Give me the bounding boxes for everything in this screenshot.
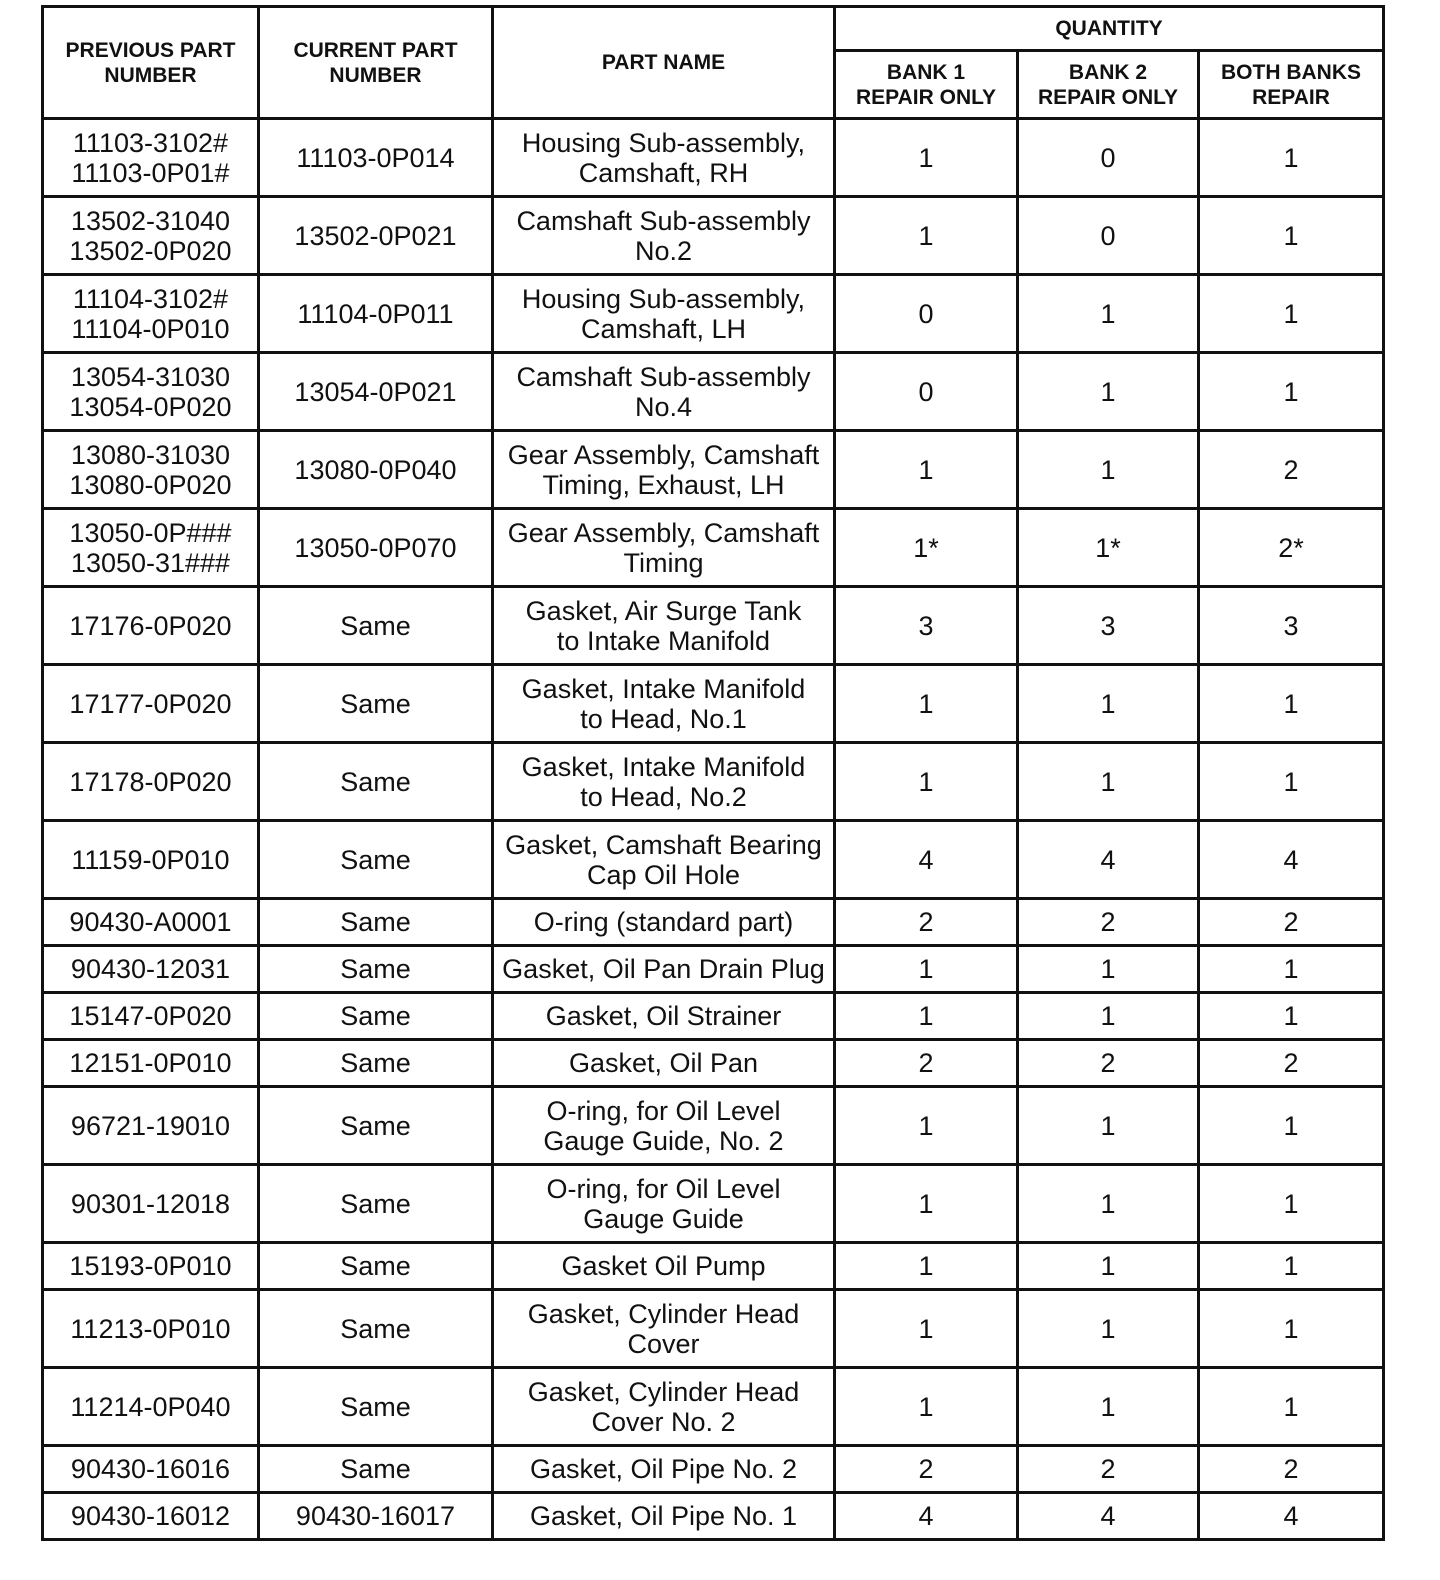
both-banks-quantity-cell: 2* [1199,509,1384,587]
part-name-cell: Gasket, Camshaft Bearing Cap Oil Hole [493,821,835,899]
table-row [43,743,1384,821]
bank2-quantity-cell: 1 [1018,353,1199,431]
both-banks-quantity-cell: 1 [1199,1368,1384,1446]
part-name-cell: Camshaft Sub-assembly No.2 [493,197,835,275]
bank1-quantity-cell: 1 [835,1165,1018,1243]
current-part-number-cell: 13054-0P021 [259,353,493,431]
previous-part-number-cell: 17177-0P020 [43,665,259,743]
table-row [43,1290,1384,1368]
bank2-quantity-cell: 3 [1018,587,1199,665]
bank2-quantity-cell: 0 [1018,197,1199,275]
previous-part-number-cell: 15147-0P020 [43,993,259,1040]
bank2-quantity-cell: 1 [1018,1165,1199,1243]
bank2-quantity-cell: 1 [1018,1368,1199,1446]
previous-part-number-cell: 11159-0P010 [43,821,259,899]
bank1-quantity-cell: 4 [835,821,1018,899]
both-banks-quantity-cell: 2 [1199,431,1384,509]
previous-part-number-cell: 96721-19010 [43,1087,259,1165]
bank1-quantity-cell: 1 [835,993,1018,1040]
part-name-cell: Housing Sub-assembly, Camshaft, LH [493,275,835,353]
header-both-banks-repair: BOTH BANKS REPAIR [1199,51,1384,119]
current-part-number-cell: 13080-0P040 [259,431,493,509]
bank2-quantity-cell: 1 [1018,743,1199,821]
both-banks-quantity-cell: 4 [1199,1493,1384,1540]
current-part-number-cell: 90430-16017 [259,1493,493,1540]
bank1-quantity-cell: 2 [835,899,1018,946]
table-row [43,509,1384,587]
current-part-number-cell: 11104-0P011 [259,275,493,353]
part-name-cell: Gear Assembly, Camshaft Timing, Exhaust, LH [493,431,835,509]
current-part-number-cell: 11103-0P014 [259,119,493,197]
previous-part-number-cell: 90301-12018 [43,1165,259,1243]
current-part-number-cell: Same [259,665,493,743]
bank2-quantity-cell: 2 [1018,1040,1199,1087]
both-banks-quantity-cell: 2 [1199,1040,1384,1087]
header-bank2-repair-only: BANK 2 REPAIR ONLY [1018,51,1199,119]
current-part-number-cell: Same [259,1290,493,1368]
current-part-number-cell: Same [259,743,493,821]
header-bank1-repair-only: BANK 1 REPAIR ONLY [835,51,1018,119]
header-current-part-number: CURRENT PART NUMBER [259,7,493,119]
both-banks-quantity-cell: 1 [1199,353,1384,431]
previous-part-number-cell: 17176-0P020 [43,587,259,665]
part-name-cell: Gasket, Intake Manifold to Head, No.2 [493,743,835,821]
table-row [43,1493,1384,1540]
both-banks-quantity-cell: 1 [1199,993,1384,1040]
both-banks-quantity-cell: 1 [1199,946,1384,993]
part-name-cell: Gasket, Oil Pipe No. 1 [493,1493,835,1540]
current-part-number-cell: Same [259,1446,493,1493]
bank2-quantity-cell: 1 [1018,946,1199,993]
table-row [43,353,1384,431]
previous-part-number-cell: 13080-31030 13080-0P020 [43,431,259,509]
table-row [43,1040,1384,1087]
both-banks-quantity-cell: 1 [1199,275,1384,353]
table-row [43,275,1384,353]
header-part-name: PART NAME [493,7,835,119]
previous-part-number-cell: 90430-16016 [43,1446,259,1493]
both-banks-quantity-cell: 1 [1199,1243,1384,1290]
previous-part-number-cell: 13502-31040 13502-0P020 [43,197,259,275]
bank1-quantity-cell: 1 [835,946,1018,993]
bank1-quantity-cell: 1* [835,509,1018,587]
part-name-cell: Camshaft Sub-assembly No.4 [493,353,835,431]
part-name-cell: Gasket, Oil Strainer [493,993,835,1040]
table-row [43,993,1384,1040]
bank1-quantity-cell: 1 [835,431,1018,509]
bank2-quantity-cell: 1 [1018,1243,1199,1290]
part-name-cell: Gasket, Oil Pan [493,1040,835,1087]
previous-part-number-cell: 17178-0P020 [43,743,259,821]
current-part-number-cell: Same [259,1087,493,1165]
part-name-cell: Gasket, Cylinder Head Cover No. 2 [493,1368,835,1446]
both-banks-quantity-cell: 2 [1199,899,1384,946]
bank2-quantity-cell: 0 [1018,119,1199,197]
previous-part-number-cell: 90430-16012 [43,1493,259,1540]
current-part-number-cell: Same [259,1165,493,1243]
bank1-quantity-cell: 1 [835,1290,1018,1368]
both-banks-quantity-cell: 4 [1199,821,1384,899]
bank1-quantity-cell: 1 [835,665,1018,743]
part-name-cell: Gasket, Oil Pan Drain Plug [493,946,835,993]
table-row [43,899,1384,946]
part-name-cell: Gasket, Oil Pipe No. 2 [493,1446,835,1493]
bank1-quantity-cell: 0 [835,275,1018,353]
table-row [43,1446,1384,1493]
bank2-quantity-cell: 1 [1018,665,1199,743]
previous-part-number-cell: 90430-12031 [43,946,259,993]
table-row [43,946,1384,993]
bank2-quantity-cell: 1 [1018,275,1199,353]
bank2-quantity-cell: 4 [1018,1493,1199,1540]
both-banks-quantity-cell: 2 [1199,1446,1384,1493]
both-banks-quantity-cell: 1 [1199,665,1384,743]
previous-part-number-cell: 11104-3102# 11104-0P010 [43,275,259,353]
bank1-quantity-cell: 1 [835,1368,1018,1446]
current-part-number-cell: Same [259,993,493,1040]
current-part-number-cell: Same [259,821,493,899]
table-row [43,821,1384,899]
previous-part-number-cell: 11103-3102# 11103-0P01# [43,119,259,197]
part-name-cell: Housing Sub-assembly, Camshaft, RH [493,119,835,197]
part-name-cell: Gear Assembly, Camshaft Timing [493,509,835,587]
current-part-number-cell: Same [259,946,493,993]
both-banks-quantity-cell: 1 [1199,197,1384,275]
part-name-cell: O-ring, for Oil Level Gauge Guide [493,1165,835,1243]
bank2-quantity-cell: 2 [1018,899,1199,946]
bank1-quantity-cell: 2 [835,1040,1018,1087]
header-previous-part-number: PREVIOUS PART NUMBER [43,7,259,119]
previous-part-number-cell: 90430-A0001 [43,899,259,946]
bank1-quantity-cell: 1 [835,1087,1018,1165]
part-name-cell: Gasket, Cylinder Head Cover [493,1290,835,1368]
both-banks-quantity-cell: 1 [1199,1087,1384,1165]
bank2-quantity-cell: 1 [1018,993,1199,1040]
bank1-quantity-cell: 1 [835,197,1018,275]
header-quantity: QUANTITY [835,7,1384,51]
part-name-cell: O-ring (standard part) [493,899,835,946]
both-banks-quantity-cell: 1 [1199,1290,1384,1368]
part-name-cell: Gasket, Intake Manifold to Head, No.1 [493,665,835,743]
current-part-number-cell: 13502-0P021 [259,197,493,275]
previous-part-number-cell: 12151-0P010 [43,1040,259,1087]
bank1-quantity-cell: 2 [835,1446,1018,1493]
current-part-number-cell: Same [259,587,493,665]
part-name-cell: Gasket Oil Pump [493,1243,835,1290]
table-row [43,1243,1384,1290]
bank1-quantity-cell: 4 [835,1493,1018,1540]
parts-table [41,5,1385,1541]
part-name-cell: Gasket, Air Surge Tank to Intake Manifold [493,587,835,665]
table-row [43,1165,1384,1243]
table-row [43,431,1384,509]
bank1-quantity-cell: 1 [835,1243,1018,1290]
table-row [43,119,1384,197]
current-part-number-cell: Same [259,1040,493,1087]
current-part-number-cell: Same [259,1368,493,1446]
bank1-quantity-cell: 0 [835,353,1018,431]
bank2-quantity-cell: 1 [1018,1290,1199,1368]
previous-part-number-cell: 13054-31030 13054-0P020 [43,353,259,431]
bank1-quantity-cell: 1 [835,743,1018,821]
previous-part-number-cell: 15193-0P010 [43,1243,259,1290]
bank2-quantity-cell: 4 [1018,821,1199,899]
table-body [43,119,1384,1540]
part-name-cell: O-ring, for Oil Level Gauge Guide, No. 2 [493,1087,835,1165]
table-row [43,665,1384,743]
table-row [43,197,1384,275]
bank2-quantity-cell: 1* [1018,509,1199,587]
previous-part-number-cell: 13050-0P### 13050-31### [43,509,259,587]
both-banks-quantity-cell: 1 [1199,1165,1384,1243]
both-banks-quantity-cell: 3 [1199,587,1384,665]
current-part-number-cell: Same [259,1243,493,1290]
bank2-quantity-cell: 1 [1018,1087,1199,1165]
bank1-quantity-cell: 3 [835,587,1018,665]
current-part-number-cell: 13050-0P070 [259,509,493,587]
table-header [43,7,1384,119]
table-row [43,1368,1384,1446]
bank2-quantity-cell: 1 [1018,431,1199,509]
table-row [43,587,1384,665]
bank2-quantity-cell: 2 [1018,1446,1199,1493]
previous-part-number-cell: 11214-0P040 [43,1368,259,1446]
both-banks-quantity-cell: 1 [1199,119,1384,197]
table-row [43,1087,1384,1165]
both-banks-quantity-cell: 1 [1199,743,1384,821]
bank1-quantity-cell: 1 [835,119,1018,197]
current-part-number-cell: Same [259,899,493,946]
previous-part-number-cell: 11213-0P010 [43,1290,259,1368]
